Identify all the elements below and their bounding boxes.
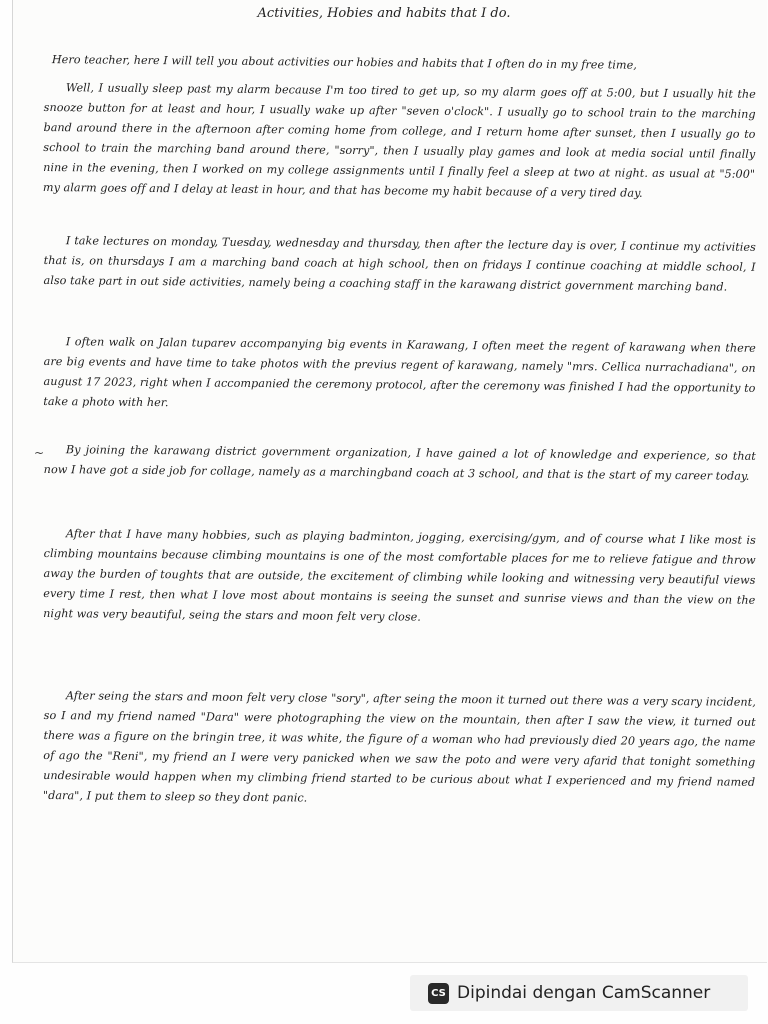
paragraph-lectures: I take lectures on monday, Tuesday, wednesday and thursday, then after the lecture day is over, I continue my activities that is, on thursdays I am a marching band coach at high school, then on fridays I continue coaching at middle school, I also take part in out side activities, namely being a coaching staff in the karawang district government marching band. [43, 234, 756, 294]
paragraph-daily-routine: Well, I usually sleep past my alarm because I'm too tired to get up, so my alarm goes off at 5:00, but I usually hit the snooze button for at least and hour, I usually wake up after "seven o'clock". I usually go to school train to the marching band around there in the afternoon after coming home from college, and I return home after sunset, then I usually go to school to train the marching band around there, "sorry", then I usually play games and look at media social until finally nine in the evening, then I worked on my college assignments until I finally feel a sleep at two at night. as usual at "5:00" my alarm goes off and I delay at least in hour, and that has become my habit because of a very tired day. [42, 81, 756, 200]
document-title: Activities, Hobies and habits that I do. [257, 6, 511, 21]
paragraph-events: I often walk on Jalan tuparev accompanying big events in Karawang, I often meet the regent of karawang when there are big events and have time to take photos with the previus regent of karawang, namely "mrs. Cellica nurrachadiana", on august 17 2023, right when I accompanied the ceremony protocol, after the ceremony was finished I had the opportunity to take a photo with her. [43, 335, 756, 410]
camscanner-label: Dipindai dengan CamScanner [457, 983, 711, 1003]
paragraph-incident: After seing the stars and moon felt very close "sory", after seing the moon it turned out there was a very scary incident, so I and my friend named "Dara" were photographing the view on the mountain, then after I saw the view, it turned out there was a figure on the bringin tree, it was white, the figure of a woman who had previously died 20 years ago, the name of ago the "Reni", my friend an I were very panicked when we saw the poto and were very afarid that tonight something undesirable would happen when my climbing friend started to be curious about what I experienced and my friend named "dara", I put them to sleep so they dont panic. [42, 689, 756, 805]
paragraph-hobbies: After that I have many hobbies, such as playing badminton, jogging, exercising/gym, and of course what I like most is climbing mountains because climbing mountains is one of the most comfortable places for me to relieve fatigue and throw away the burden of toughts that are outside, the excitement of climbing while looking and witnessing very beautiful views every time I rest, then what I love most about montains is seeing the sunset and sunrise views and than the view on the night was very beautiful, seing the stars and moon felt very close. [43, 527, 756, 624]
paragraph-intro: Hero teacher, here I will tell you about activities our hobies and habits that I often do in my free time, [51, 53, 637, 72]
paragraph-organization: By joining the karawang district government organization, I have gained a lot of knowledge and experience, so that now I have got a side job for collage, namely as a marchingband coach at 3 school, and that is the start of my career today. [43, 443, 756, 483]
camscanner-watermark [410, 975, 748, 1011]
camscanner-logo-icon: CS [428, 983, 449, 1004]
margin-mark: ~ [34, 446, 45, 460]
